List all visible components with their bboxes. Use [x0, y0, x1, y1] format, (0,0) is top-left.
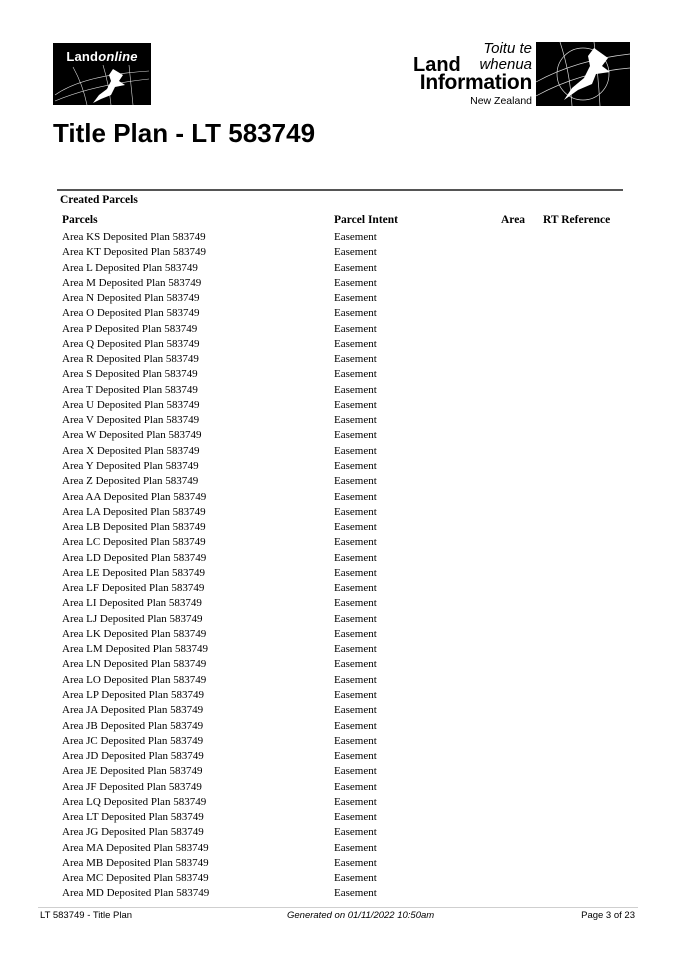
- parcel-intent: Easement: [334, 475, 377, 488]
- landonline-logo: [53, 43, 151, 105]
- parcel-intent: Easement: [334, 490, 377, 503]
- table-row: [62, 505, 622, 520]
- parcel-intent: Easement: [334, 536, 377, 549]
- parcel-intent: Easement: [334, 383, 377, 396]
- parcel-intent: Easement: [334, 688, 377, 701]
- parcel-name: Area R Deposited Plan 583749: [62, 353, 199, 366]
- parcel-name: Area JA Deposited Plan 583749: [62, 704, 204, 717]
- column-header-rt-reference: RT Reference: [543, 214, 611, 226]
- parcel-intent: Easement: [334, 368, 377, 381]
- linz-logo: [413, 40, 630, 108]
- table-row: [62, 886, 622, 901]
- parcel-name: Area LM Deposited Plan 583749: [62, 643, 209, 656]
- parcel-name: Area LK Deposited Plan 583749: [62, 627, 207, 640]
- parcel-name: Area S Deposited Plan 583749: [62, 368, 198, 381]
- parcel-name: Area KT Deposited Plan 583749: [62, 246, 206, 259]
- table-row: [62, 825, 622, 840]
- table-row: [62, 551, 622, 566]
- table-row: [62, 444, 622, 459]
- parcel-intent: Easement: [334, 307, 377, 320]
- table-row: [62, 780, 622, 795]
- table-row: [62, 841, 622, 856]
- parcel-intent: Easement: [334, 505, 377, 518]
- table-row: [62, 337, 622, 352]
- parcel-name: Area AA Deposited Plan 583749: [62, 490, 207, 503]
- parcel-intent: Easement: [334, 429, 377, 442]
- table-row: [62, 856, 622, 871]
- parcel-name: Area W Deposited Plan 583749: [62, 429, 202, 442]
- parcel-intent: Easement: [334, 841, 377, 854]
- table-row: [62, 749, 622, 764]
- parcel-name: Area LT Deposited Plan 583749: [62, 811, 204, 824]
- table-row: [62, 581, 622, 596]
- parcel-name: Area M Deposited Plan 583749: [62, 276, 202, 289]
- parcel-intent: Easement: [334, 444, 377, 457]
- parcel-name: Area JD Deposited Plan 583749: [62, 750, 204, 763]
- parcel-intent: Easement: [334, 643, 377, 656]
- linz-logo-line1: Toitu te: [483, 40, 532, 57]
- table-row: [62, 490, 622, 505]
- parcel-intent: Easement: [334, 734, 377, 747]
- parcel-name: Area JF Deposited Plan 583749: [62, 780, 202, 793]
- table-row: [62, 291, 622, 306]
- table-row: [62, 398, 622, 413]
- parcel-intent: Easement: [334, 627, 377, 640]
- parcel-intent: Easement: [334, 398, 377, 411]
- table-row: [62, 673, 622, 688]
- table-row: [62, 871, 622, 886]
- parcel-name: Area MD Deposited Plan 583749: [62, 887, 210, 900]
- table-row: [62, 795, 622, 810]
- parcel-name: Area LJ Deposited Plan 583749: [62, 612, 203, 625]
- table-row: [62, 719, 622, 734]
- parcel-intent: Easement: [334, 276, 377, 289]
- parcel-name: Area MB Deposited Plan 583749: [62, 856, 209, 869]
- parcel-name: Area JE Deposited Plan 583749: [62, 765, 203, 778]
- section-divider: [57, 189, 623, 191]
- landonline-wordmark: Landonline: [66, 49, 138, 64]
- parcel-name: Area Z Deposited Plan 583749: [62, 475, 199, 488]
- parcel-name: Area Q Deposited Plan 583749: [62, 337, 200, 350]
- parcel-intent: Easement: [334, 780, 377, 793]
- parcel-name: Area MA Deposited Plan 583749: [62, 841, 209, 854]
- parcel-intent: Easement: [334, 353, 377, 366]
- table-row: [62, 383, 622, 398]
- table-row: [62, 566, 622, 581]
- table-row: [62, 413, 622, 428]
- parcel-name: Area LF Deposited Plan 583749: [62, 582, 205, 595]
- parcel-intent: Easement: [334, 459, 377, 472]
- table-row: [62, 322, 622, 337]
- parcel-intent: Easement: [334, 414, 377, 427]
- parcel-intent: Easement: [334, 856, 377, 869]
- parcel-intent: Easement: [334, 765, 377, 778]
- parcel-name: Area N Deposited Plan 583749: [62, 292, 200, 305]
- footer-generated-timestamp: Generated on 01/11/2022 10:50am: [287, 910, 435, 921]
- parcel-name: Area MC Deposited Plan 583749: [62, 872, 209, 885]
- table-row: [62, 535, 622, 550]
- parcel-intent: Easement: [334, 704, 377, 717]
- parcel-intent: Easement: [334, 231, 377, 243]
- parcel-name: Area Y Deposited Plan 583749: [62, 459, 199, 472]
- parcel-name: Area X Deposited Plan 583749: [62, 444, 200, 457]
- parcel-name: Area LN Deposited Plan 583749: [62, 658, 207, 671]
- parcel-name: Area LC Deposited Plan 583749: [62, 536, 206, 549]
- table-row: [62, 245, 622, 260]
- table-row: [62, 657, 622, 672]
- parcel-name: Area V Deposited Plan 583749: [62, 414, 200, 427]
- parcel-name: Area LD Deposited Plan 583749: [62, 551, 207, 564]
- table-row: [62, 520, 622, 535]
- table-row: [62, 276, 622, 291]
- table-row: [62, 428, 622, 443]
- parcel-name: Area LB Deposited Plan 583749: [62, 521, 206, 534]
- parcel-name: Area L Deposited Plan 583749: [62, 261, 198, 274]
- parcel-intent: Easement: [334, 811, 377, 824]
- parcel-name: Area LA Deposited Plan 583749: [62, 505, 206, 518]
- parcel-name: Area KS Deposited Plan 583749: [62, 231, 206, 243]
- parcel-name: Area P Deposited Plan 583749: [62, 322, 198, 335]
- table-row: [62, 230, 622, 245]
- parcel-intent: Easement: [334, 597, 377, 610]
- parcel-intent: Easement: [334, 292, 377, 305]
- landonline-map-icon: [53, 65, 151, 105]
- table-row: [62, 459, 622, 474]
- parcel-intent: Easement: [334, 246, 377, 259]
- linz-logo-land: Land: [413, 54, 461, 76]
- column-header-area: Area: [501, 214, 526, 226]
- parcel-intent: Easement: [334, 337, 377, 350]
- parcel-intent: Easement: [334, 872, 377, 885]
- table-row: [62, 703, 622, 718]
- footer-page-number: Page 3 of 23: [581, 910, 635, 921]
- parcel-intent: Easement: [334, 521, 377, 534]
- linz-logo-country: New Zealand: [470, 95, 532, 107]
- parcel-intent: Easement: [334, 826, 377, 839]
- table-row: [62, 764, 622, 779]
- table-row: [62, 352, 622, 367]
- parcel-name: Area JB Deposited Plan 583749: [62, 719, 204, 732]
- parcel-intent: Easement: [334, 261, 377, 274]
- parcel-name: Area JC Deposited Plan 583749: [62, 734, 204, 747]
- table-row: [62, 734, 622, 749]
- table-row: [62, 688, 622, 703]
- parcel-name: Area LI Deposited Plan 583749: [62, 597, 202, 610]
- table-row: [62, 596, 622, 611]
- parcel-name: Area LE Deposited Plan 583749: [62, 566, 205, 579]
- linz-logo-information: Information: [419, 71, 532, 94]
- footer-divider: [38, 907, 638, 908]
- parcel-table-body: [62, 230, 622, 902]
- parcel-name: Area LQ Deposited Plan 583749: [62, 795, 207, 808]
- parcel-name: Area JG Deposited Plan 583749: [62, 826, 204, 839]
- parcel-name: Area LP Deposited Plan 583749: [62, 688, 204, 701]
- parcel-intent: Easement: [334, 750, 377, 763]
- linz-logo-whenua: whenua: [479, 56, 532, 73]
- parcel-intent: Easement: [334, 322, 377, 335]
- parcel-name: Area O Deposited Plan 583749: [62, 307, 200, 320]
- parcel-name: Area U Deposited Plan 583749: [62, 398, 200, 411]
- page-title: Title Plan - LT 583749: [53, 118, 316, 148]
- linz-map-icon: [536, 42, 630, 106]
- parcel-intent: Easement: [334, 612, 377, 625]
- parcel-intent: Easement: [334, 673, 377, 686]
- footer-document-id: LT 583749 - Title Plan: [40, 910, 133, 921]
- column-header-parcels: Parcels: [62, 214, 98, 226]
- table-row: [62, 306, 622, 321]
- table-row: [62, 474, 622, 489]
- parcel-intent: Easement: [334, 566, 377, 579]
- parcel-name: Area T Deposited Plan 583749: [62, 383, 198, 396]
- parcel-intent: Easement: [334, 887, 377, 900]
- table-row: [62, 261, 622, 276]
- parcel-intent: Easement: [334, 551, 377, 564]
- table-row: [62, 642, 622, 657]
- parcel-name: Area LO Deposited Plan 583749: [62, 673, 207, 686]
- table-row: [62, 612, 622, 627]
- table-row: [62, 810, 622, 825]
- parcel-intent: Easement: [334, 582, 377, 595]
- column-header-parcel-intent: Parcel Intent: [334, 214, 398, 226]
- parcel-intent: Easement: [334, 719, 377, 732]
- parcel-intent: Easement: [334, 795, 377, 808]
- table-row: [62, 627, 622, 642]
- section-heading: Created Parcels: [60, 194, 138, 206]
- table-row: [62, 367, 622, 382]
- parcel-intent: Easement: [334, 658, 377, 671]
